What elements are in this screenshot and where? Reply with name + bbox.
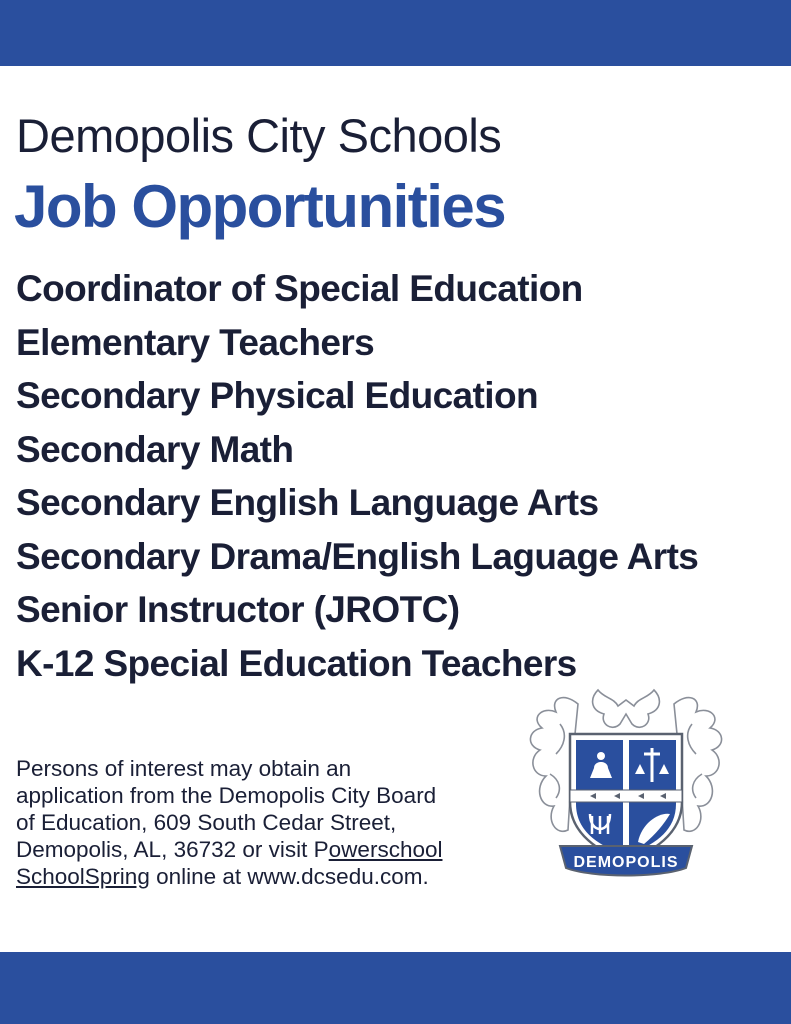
application-info-text: Persons of interest may obtain an application from the Demopolis City Board of Education, 609 South Cedar Street, Demopolis, AL, 36732 or visit P [16, 755, 437, 862]
job-item-elementary-teachers: Elementary Teachers [16, 321, 375, 363]
job-item-k12-special-education: K-12 Special Education Teachers [16, 642, 577, 684]
application-info-text-end: online at www.dcsedu.com. [149, 863, 429, 889]
page-title: Job Opportunities [14, 173, 506, 240]
job-item-secondary-physical-education: Secondary Physical Education [16, 375, 538, 416]
job-item-secondary-drama-english: Secondary Drama/English Laguage Arts [16, 535, 699, 577]
application-info [16, 755, 456, 890]
job-item-secondary-math: Secondary Math [16, 428, 294, 470]
job-item-coordinator-special-education: Coordinator of Special Education [16, 268, 583, 309]
bottom-banner [0, 952, 791, 1024]
crest-banner [560, 846, 692, 876]
job-item-senior-instructor-jrotc: Senior Instructor (JROTC) [16, 589, 460, 630]
job-list [16, 262, 698, 690]
crest-shield [570, 734, 682, 862]
crest-banner-text: DEMOPOLIS [573, 854, 679, 871]
schoolspring-link[interactable]: owerschool SchoolSpring [16, 836, 443, 889]
job-item-secondary-english-language-arts: Secondary English Language Arts [16, 482, 599, 523]
top-banner [0, 0, 791, 66]
organization-name: Demopolis City Schools [16, 109, 502, 162]
school-crest-logo [520, 684, 732, 896]
